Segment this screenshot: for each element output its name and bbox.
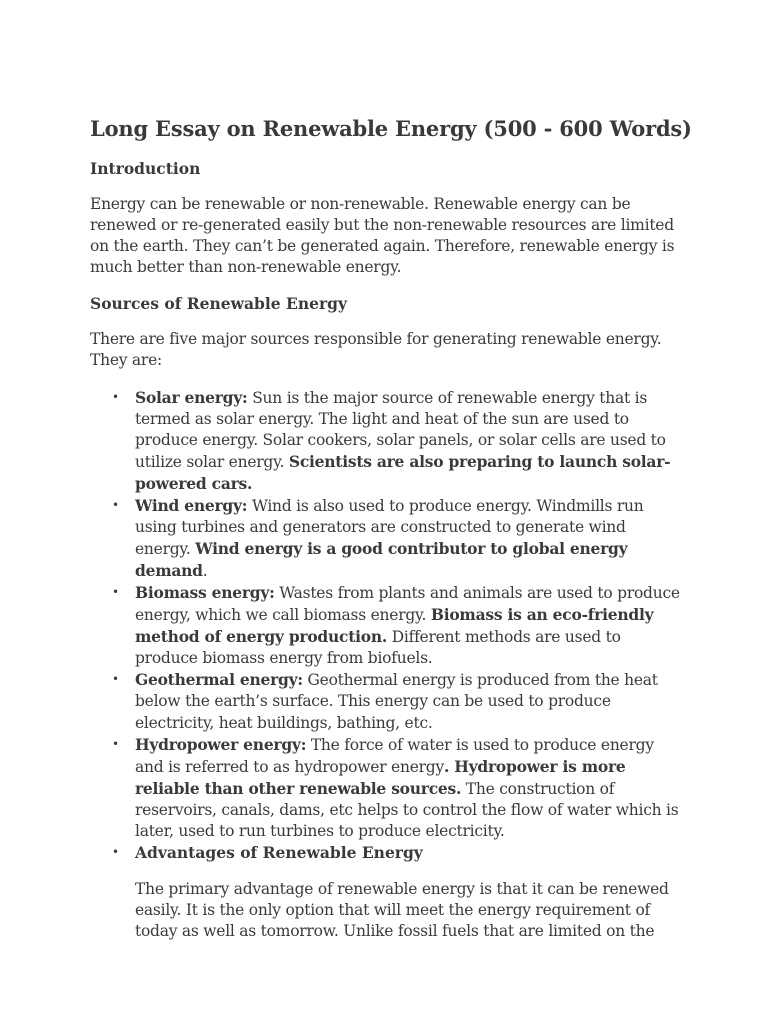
list-item-hydropower [90,734,680,842]
item-label: Biomass energy: [135,583,275,602]
advantages-heading-text: Advantages of Renewable Energy [135,843,423,862]
bullet-icon: • [112,585,119,599]
advantages-heading [90,842,690,863]
item-text: Geothermal energy is produced from the heat below the earth’s surface. This energy can be used to produce electricity, heat buildings, bathing, etc. [135,671,658,732]
sources-heading: Sources of Renewable Energy [90,294,347,313]
introduction-heading: Introduction [90,159,201,178]
item-label: Hydropower energy: [135,735,307,754]
item-text: The force of water is used to produce energy and is referred to as hydropower energy [135,736,654,776]
essay-title: Long Essay on Renewable Energy (500 - 600 Words) [90,116,692,141]
item-text: Wastes from plants and animals are used to produce energy, which we call biomass energy. [135,584,680,624]
list-item-wind [90,495,680,582]
sources-intro-paragraph: There are five major sources responsible for generating renewable energy. They are: [90,330,662,369]
item-emphasis: Biomass is an eco-friendly method of energy production. [135,605,654,646]
bullet-icon: • [112,390,119,404]
item-text-tail: Different methods are used to produce biomass energy from biofuels. [135,628,621,667]
list-item-geothermal [90,669,680,734]
item-text: Wind is also used to produce energy. Windmills run using turbines and generators are constructed to generate wind energy. [135,497,644,558]
item-emphasis: Wind energy is a good contributor to global energy demand [135,539,628,580]
bullet-icon: • [112,498,119,512]
item-text-tail: The construction of reservoirs, canals, dams, etc helps to control the flow of water which is later, used to run turbines to produce electricity. [135,780,679,840]
item-label: Wind energy: [135,496,248,515]
item-emphasis: . Hydropower is more reliable than other renewable sources. [135,757,626,798]
advantages-paragraph: The primary advantage of renewable energy is that it can be renewed easily. It is the only option that will meet the energy requirement of today as well as tomorrow. Unlike fossil fuels that are limited on the [135,880,669,940]
item-text-tail: . [202,562,208,580]
essay-page [90,116,690,942]
item-label: Solar energy: [135,388,248,407]
list-item-biomass [90,582,680,669]
bullet-icon: • [112,672,119,686]
sources-list [90,387,690,842]
bullet-icon: • [112,845,120,859]
item-emphasis: Scientists are also preparing to launch solar-powered cars. [135,452,671,493]
item-text: Sun is the major source of renewable energy that is termed as solar energy. The light and heat of the sun are used to produce energy. Solar cookers, solar panels, or solar cells are used to utilize solar energy. [135,389,666,471]
item-label: Geothermal energy: [135,670,303,689]
introduction-paragraph: Energy can be renewable or non-renewable. Renewable energy can be renewed or re-generated easily but the non-renewable resources are limited on the earth. They can’t be generated again. Therefore, renewable energy is much better than non-renewable energy. [90,195,675,276]
bullet-icon: • [112,737,119,751]
list-item-solar [90,387,680,495]
